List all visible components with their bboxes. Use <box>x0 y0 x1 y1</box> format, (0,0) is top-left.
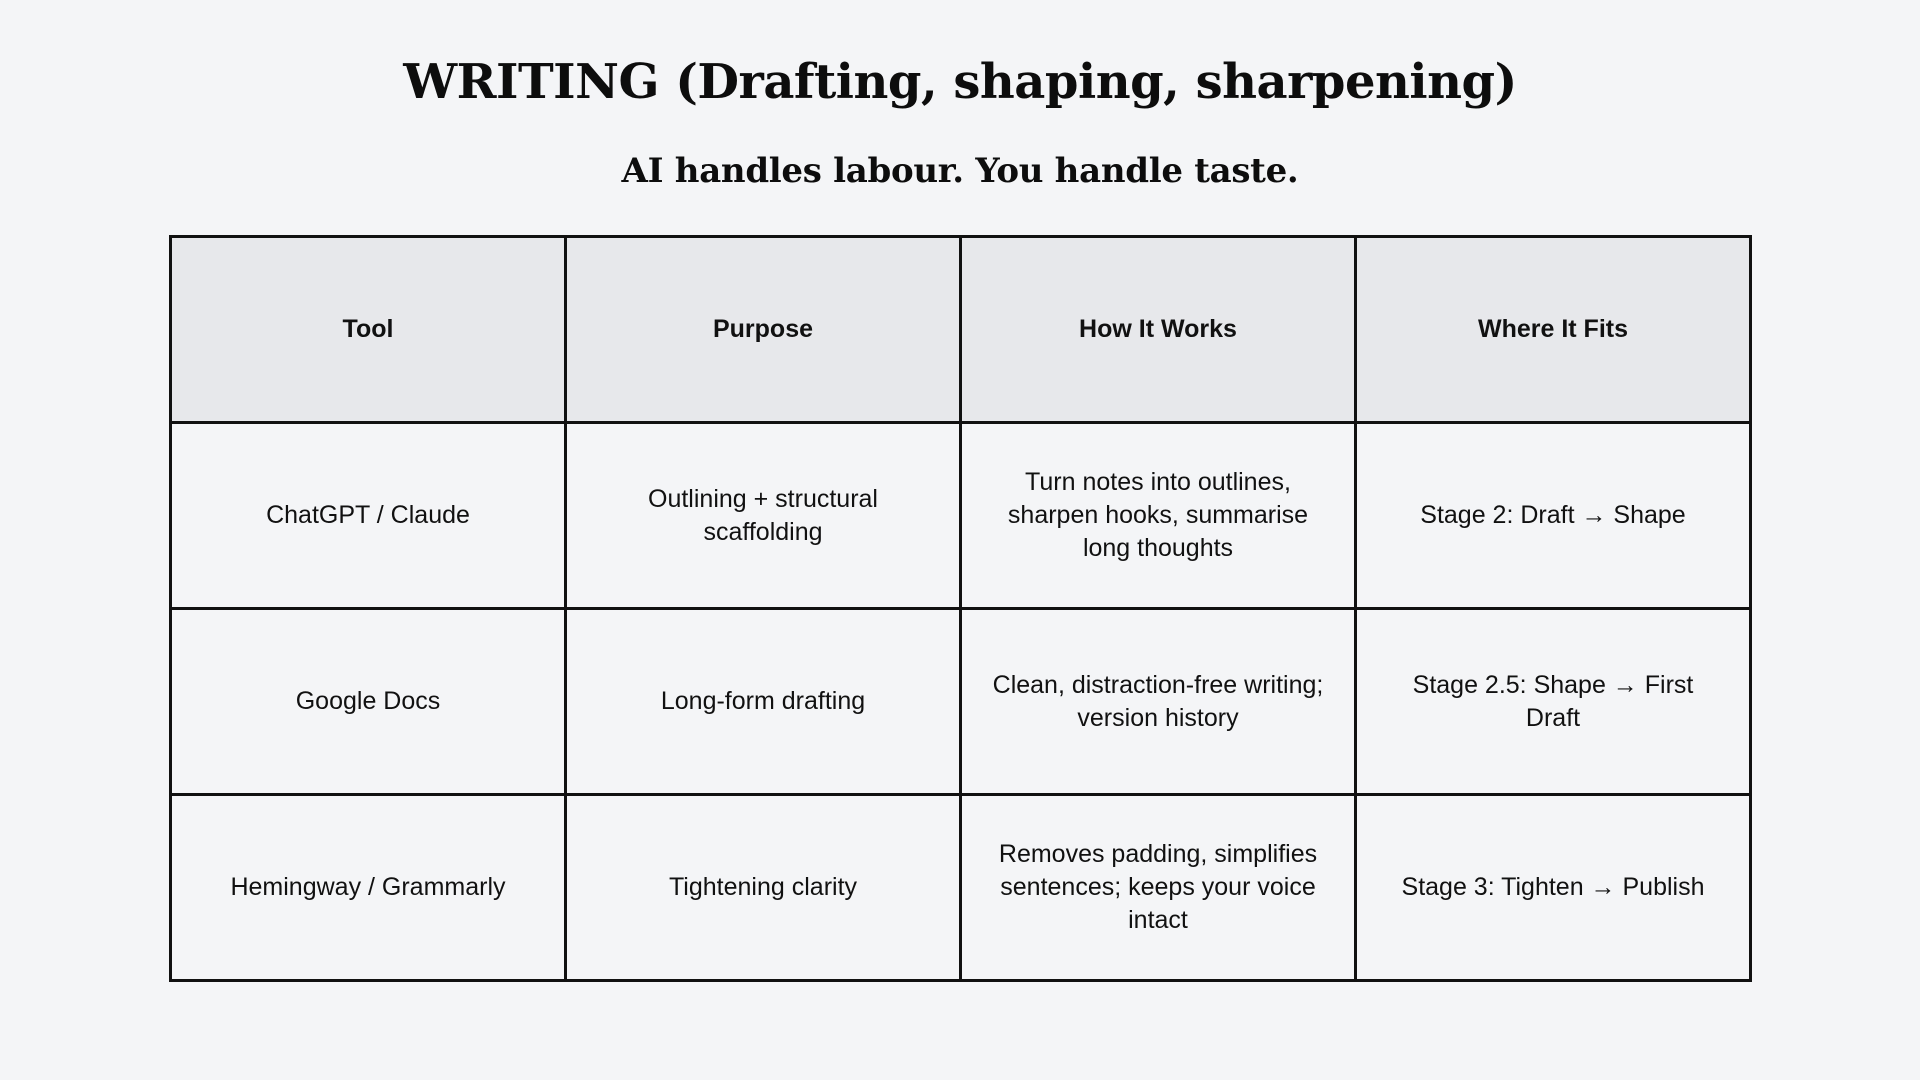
header-how-it-works: How It Works <box>961 237 1356 423</box>
cell-how-it-works: Removes padding, simplifies sentences; keeps your voice intact <box>961 795 1356 981</box>
cell-purpose: Outlining + structural scaffolding <box>566 423 961 609</box>
cell-tool: Hemingway / Grammarly <box>171 795 566 981</box>
table-header-row <box>171 237 1751 423</box>
cell-tool: ChatGPT / Claude <box>171 423 566 609</box>
page-title: WRITING (Drafting, shaping, sharpening) <box>403 54 1517 110</box>
cell-purpose: Tightening clarity <box>566 795 961 981</box>
header-purpose: Purpose <box>566 237 961 423</box>
cell-where-it-fits: Stage 3: Tighten → Publish <box>1356 795 1751 981</box>
page-subtitle: AI handles labour. You handle taste. <box>621 151 1299 191</box>
cell-how-it-works: Clean, distraction-free writing; version history <box>961 609 1356 795</box>
cell-how-it-works: Turn notes into outlines, sharpen hooks, summarise long thoughts <box>961 423 1356 609</box>
tools-table <box>169 235 1752 982</box>
cell-purpose: Long-form drafting <box>566 609 961 795</box>
header-where-it-fits: Where It Fits <box>1356 237 1751 423</box>
cell-tool: Google Docs <box>171 609 566 795</box>
table-row <box>171 795 1751 981</box>
cell-where-it-fits: Stage 2.5: Shape → First Draft <box>1356 609 1751 795</box>
header-tool: Tool <box>171 237 566 423</box>
table-row <box>171 423 1751 609</box>
table-row <box>171 609 1751 795</box>
cell-where-it-fits: Stage 2: Draft → Shape <box>1356 423 1751 609</box>
